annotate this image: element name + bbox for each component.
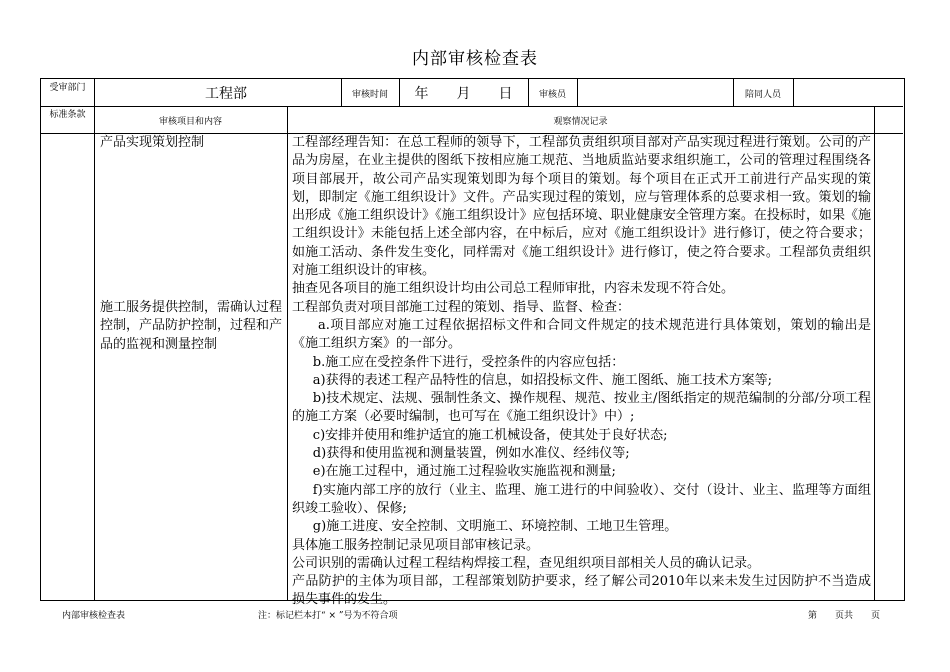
record-label: 观察情况记录 [553,117,608,127]
accompany-label: 陪同人员 [744,90,781,100]
observation-record [292,134,871,610]
record-paragraph: 产品防护的主体为项目部，工程部策划防护要求，经了解公司2010年以来未发生过因防护不当造成损失事件的发生。 [292,574,871,608]
record-paragraph: 工程部负责对项目部施工过程的策划、指导、监督、检查： [292,299,631,315]
record-paragraph: 公司识别的需确认过程工程结构焊接工程，查见组织项目部相关人员的确认记录。 [292,555,761,571]
record-paragraph: 抽查见各项目的施工组织设计均由公司总工程师审批，内容未发现不符合处。 [292,281,735,297]
record-paragraph: b.施工应在受控条件下进行，受控条件的内容应包括： [312,354,625,370]
record-paragraph: g)施工进度、安全控制、文明施工、环境控制、工地卫生管理。 [312,519,678,535]
record-paragraph: f)实施内部工序的放行（业主、监理、施工进行的中间验收）、交付（设计、业主、监理等方面组织竣工验收）、保修; [292,482,871,516]
item-service-control: 施工服务提供控制，需确认过程控制，产品防护控制，过程和产品的监视和测量控制 [100,300,283,352]
record-paragraph: c)安排并使用和维护适宜的施工机械设备，使其处于良好状态; [312,427,668,443]
audit-date: 年 月 日 [414,86,513,102]
item-product-planning: 产品实现策划控制 [100,135,205,150]
page-title: 内部审核检查表 [412,49,538,69]
record-paragraph: e)在施工过程中，通过施工过程验收实施监视和测量; [312,464,616,480]
audited-dept-label: 受审部门 [49,83,86,93]
record-paragraph: 具体施工服务控制记录见项目部审核记录。 [292,537,540,553]
record-paragraph: 工程部经理告知：在总工程师的领导下，工程部负责组织项目部对产品实现过程进行策划。公司的产品为房屋，在业主提供的图纸下按相应施工规范、当地质监站要求组织施工，公司的管理过程围绕各项目部展开，故公司产品实现策划即为每个项目的策划。每个项目在正式开工前进行产品实现的策划，即制定《施工组织设计》文件。产品实现过程的策划，应与管理体系的总要求相一致。策划的输出形成《施工组织设计》《施工组织设计》应包括环境、职业健康安全管理方案。在投标时，如果《施工组织设计》未能包括上述全部内容，在中标后，应对《施工组织设计》进行修订，使之符合要求；如施工活动、条件发生变化，同样需对《施工组织设计》进行修订，使之符合要求。工程部负责组织对施工组织设计的审核。 [292,135,871,279]
auditor-label: 审核员 [538,90,566,100]
record-paragraph: b)技术规定、法规、强制性条文、操作规程、规范、按业主/图纸指定的规范编制的分部/分项工程的施工方案（必要时编制，也可写在《施工组织设计》中）; [292,391,871,425]
record-paragraph: a)获得的表述工程产品特性的信息，如招投标文件、施工图纸、施工技术方案等; [312,372,772,388]
record-paragraph: a.项目部应对施工过程依据招标文件和合同文件规定的技术规范进行具体策划，策划的输出是《施工组织方案》的一部分。 [292,317,871,352]
audit-time-label: 审核时间 [351,90,388,100]
audited-dept-value: 工程部 [205,86,247,102]
footer-form-name: 内部审核检查表 [62,611,126,621]
checklist-table [40,78,905,608]
footer-note: 注：标记栏本打“ × ”号为不符合项 [258,611,398,621]
clause-label: 标准条款 [49,110,86,120]
record-paragraph: d)获得和使用监视和测量装置，例如水准仪、经纬仪等; [312,446,630,462]
footer-page: 第 页共 页 [808,611,881,621]
items-label: 审核项目和内容 [158,117,222,127]
